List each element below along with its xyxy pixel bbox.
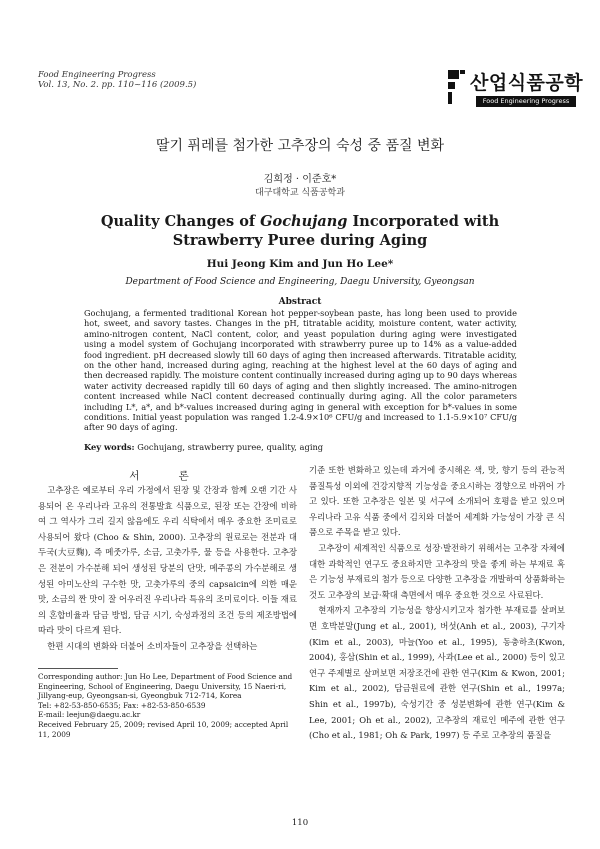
paragraph: 한편 시대의 변화와 더불어 소비자들이 고추장을 선택하는 xyxy=(47,640,258,651)
abstract-heading: Abstract xyxy=(278,297,322,307)
english-title-italic: Gochujang xyxy=(260,213,348,230)
keywords xyxy=(84,442,517,452)
journal-citation xyxy=(38,70,196,90)
paragraph: 고추장은 예로부터 우리 가정에서 된장 및 간장과 함께 오랜 기간 사용되어 온 우리나라 고유의 전통발효 식품으로, 된장 또는 간장에 비하여 그 역사가 그리 길지 않음에도 우리 식탁에서 매우 중요한 조미료로 사용되어 왔다 (Choo & Shin, 2000). 고추장의 원료로는 전분과 대두국(大豆麴), 즉 메줏가루, 소금, 고춧가루, 물 등을 사용한다. 고추장은 전분이 가수분해 되어 생성된 당분의 단맛, 메주콩의 가수분해로 생성된 아미노산의 구수한 맛, 고춧가루의 중의 capsaicin에 의한 매운맛, 소금의 짠 맛이 잘 어우러진 우리나라 특유의 조미료이다. 이들 재료의 혼합비율과 담금 방법, 담금 시기, 숙성과정의 조건 등의 제조방법에 따라 맛이 다르게 된다. xyxy=(38,485,297,636)
korean-authors: 김희정 · 이준호* xyxy=(263,174,337,185)
footnote-corresponding: Corresponding author: Jun Ho Lee, Department of Food Science and Engineering, School of Engineering, Daegu University, 15 Naeri-ri, Jillyang-eup, Gyeongsan-si, Gyeongbuk 712-714, Korea xyxy=(38,672,293,701)
logo-mark-icon xyxy=(448,70,466,104)
korean-title: 딸기 퓌레를 첨가한 고추장의 숙성 중 품질 변화 xyxy=(155,138,445,154)
english-title-part2: Incorporated with Strawberry Puree during Aging xyxy=(172,213,500,249)
paragraph: 고추장이 세계적인 식품으로 성장·발전하기 위해서는 고추장 자체에 대한 과학적인 연구도 중요하지만 고추장의 맛을 좋게 하는 부재료 혹은 기능성 부재료의 첨가 등으로 다양한 고추장을 개발하여 상품화하는 것도 고추장의 보급·확대 측면에서 매우 중요한 것으로 사료된다. xyxy=(309,542,565,600)
body-column-left xyxy=(38,483,297,655)
section-heading-introduction: 서 론 xyxy=(129,470,207,482)
journal-logo xyxy=(448,68,584,112)
journal-volume: Vol. 13, No. 2. pp. 110~116 (2009.5) xyxy=(38,80,197,90)
footnote-email: E-mail: leejun@daegu.ac.kr xyxy=(38,710,141,720)
footnote xyxy=(38,672,297,739)
footnote-received: Received February 25, 2009; revised April 10, 2009; accepted April 11, 2009 xyxy=(38,719,289,739)
keywords-label: Key words: xyxy=(84,442,135,452)
page-number: 110 xyxy=(291,818,309,828)
english-affiliation: Department of Food Science and Engineering, Daegu University, Gyeongsan xyxy=(125,277,475,287)
abstract-body xyxy=(84,308,517,433)
paragraph: 현재까지 고추장의 기능성을 향상시키고자 첨가한 부재료를 살펴보면 호박분말(Jung et al., 2001), 버섯(Anh et al., 2003), 구기자(Kim et al., 2003), 마늘(Yoo et al., 1995), 동충하초(Kwon, 2004), 홍삼(Shin et al., 1999), 사과(Lee et al., 2000) 등이 있고 연구 주제별로 살펴보면 저장조건에 관한 연구(Kim & Kwon, 2001; Kim et al., 2002), 담금원료에 관한 연구(Shin et al., 1997a; Shin et al., 1997b), 숙성기간 중 성분변화에 관한 연구(Kim & Lee, 2001; Oh et al., 2002), 고추장의 재료인 메주에 관한 연구(Cho et al., 1981; Oh & Park, 1997) 등 주로 고추장의 품질을 xyxy=(309,605,565,741)
footnote-tel: Tel: +82-53-850-6535; Fax: +82-53-850-6539 xyxy=(38,700,206,710)
logo-text: 산업식품공학 xyxy=(470,72,584,94)
abstract-text: Gochujang, a fermented traditional Korean hot pepper-soybean paste, has long been used to provide hot, sweet, and savory tastes. Changes in the pH, titratable acidity, moisture content, water activity, amino-nitrogen content, NaCl content, color, and yeast population during aging were investigated using a model system of Gochujang incorporated with strawberry puree up to 14% as a value-added food ingredient. pH decreased slowly till 60 days of aging then increased afterwards. Titratable acidity, on the other hand, increased during aging, reaching at the highest level at the 60 days of aging and then decreased rapidly. The moisture content continually increased during aging up to 90 days whereas water activity decreased rapidly till 60 days of aging and then slightly increased. The amino-nitrogen content increased while NaCl content decreased continually during aging. All the color parameters including L*, a*, and b*-values increased during aging in general with exception for b*-values in some conditions. Initial yeast population was ranged 1.2-4.9×10⁶ CFU/g and increased to 1.1-5.9×10⁷ CFU/g after 90 days of aging. xyxy=(84,308,517,433)
paragraph: 기준 또한 변화하고 있는데 과거에 중시해온 색, 맛, 향기 등의 관능적 품질특성 이외에 건강지향적 기능성을 중요시하는 경향으로 바뀌어 가고 있다. 또한 고추장은 일본 및 서구에 소개되어 호평을 받고 있으며 우리나라 고유 식품 중에서 김치와 더불어 세계화 가능성이 가장 큰 식품으로 주목을 받고 있다. xyxy=(309,465,565,538)
body-column-right xyxy=(309,463,565,744)
logo-subtitle: Food Engineering Progress xyxy=(476,96,576,107)
journal-name: Food Engineering Progress xyxy=(38,70,156,80)
english-title xyxy=(80,212,520,250)
footnote-divider xyxy=(38,668,118,669)
english-title-part1: Quality Changes of xyxy=(100,213,261,230)
korean-affiliation: 대구대학교 식품공학과 xyxy=(255,188,345,198)
keywords-text: Gochujang, strawberry puree, quality, aging xyxy=(137,442,324,452)
english-authors: Hui Jeong Kim and Jun Ho Lee* xyxy=(206,258,394,270)
